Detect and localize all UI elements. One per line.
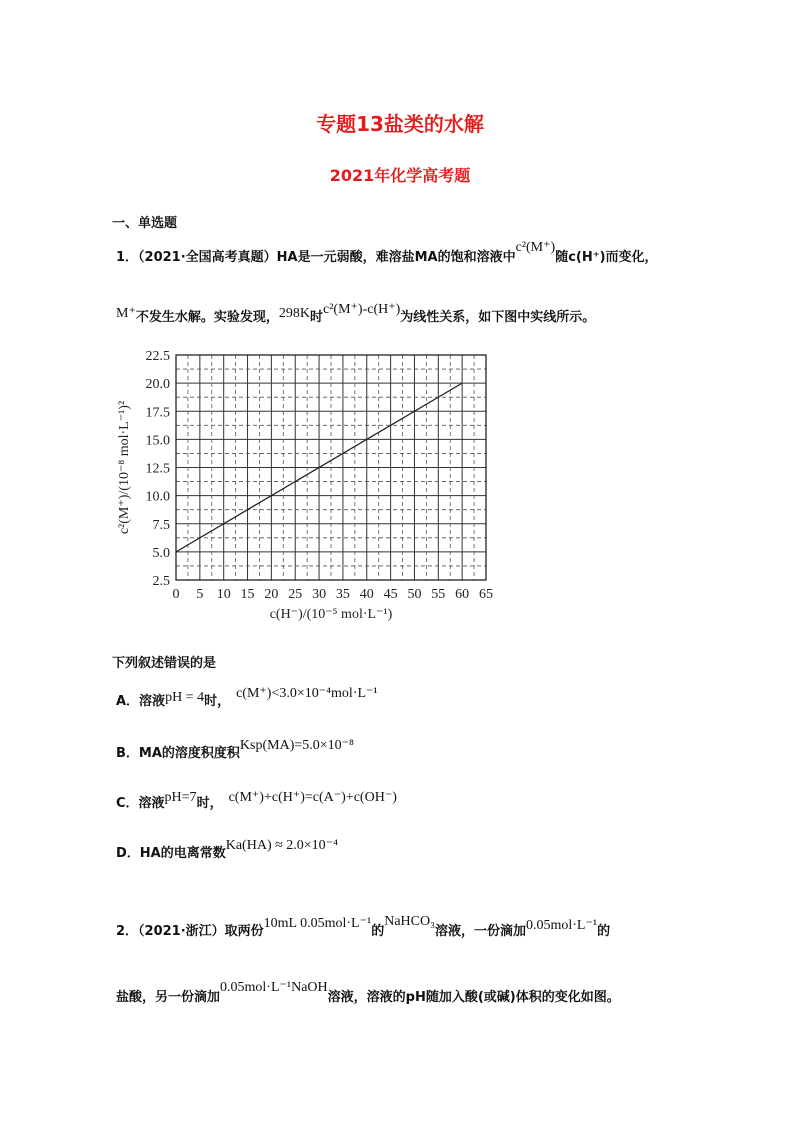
option-c-text2: 时，: [196, 796, 223, 811]
x-tick-label: 40: [359, 587, 374, 602]
option-c-formula: c(M⁺)+c(H⁺)=c(A⁻)+c(OH⁻): [228, 790, 397, 805]
x-tick-label: 35: [335, 587, 350, 602]
q2-line1-formula-volume: 10mL 0.05mol·L⁻¹: [263, 916, 372, 931]
x-tick-label: 65: [479, 587, 493, 602]
option-a-formula-ph: pH = 4: [165, 690, 205, 705]
y-tick-label: 5.0: [152, 545, 170, 561]
q1-line2-text-a: 不发生水解。实验发现，: [135, 310, 279, 325]
x-tick-label: 0: [172, 587, 180, 602]
x-tick-label: 30: [312, 587, 327, 602]
option-c-formula-ph: pH=7: [164, 790, 197, 805]
option-a-text2: 时，: [204, 694, 231, 709]
x-tick-label: 50: [407, 587, 422, 602]
option-b-text: B．MA的溶度积度积: [116, 746, 240, 761]
q1-option-b[interactable]: [116, 738, 354, 762]
x-tick-label: 55: [431, 587, 446, 602]
y-tick-label: 17.5: [145, 405, 170, 421]
option-d-formula: Ka(HA) ≈ 2.0×10⁻⁴: [225, 838, 338, 853]
y-tick-label: 10.0: [145, 489, 170, 505]
q2-line2-formula-base: 0.05mol·L⁻¹NaOH: [220, 980, 328, 995]
q1-prompt: 下列叙述错误的是: [112, 656, 217, 671]
y-tick-label: 2.5: [152, 574, 170, 589]
q2-line1-text-d: 的: [597, 924, 611, 939]
option-c-text: C．溶液: [116, 796, 165, 811]
q1-line1-formula: c²(M⁺): [515, 240, 556, 255]
q2-line1-text-c: 溶液，一份滴加: [434, 924, 526, 939]
y-tick-label: 20.0: [145, 377, 170, 393]
q2-line2: [116, 980, 620, 1006]
y-tick-label: 12.5: [145, 461, 170, 477]
option-a-formula: c(M⁺)<3.0×10⁻⁴mol·L⁻¹: [236, 686, 378, 701]
y-tick-label: 7.5: [152, 517, 170, 533]
q1-line2: [116, 302, 596, 326]
q2-line2-text-a: 盐酸，另一份滴加: [116, 990, 221, 1005]
x-tick-label: 10: [216, 587, 231, 602]
q1-line2-formula-temp: 298K: [278, 306, 310, 321]
q1-line1-text-a: 1．（2021·全国高考真题）HA是一元弱酸，难溶盐MA的饱和溶液中: [116, 250, 516, 265]
option-b-formula: Ksp(MA)=5.0×10⁻⁸: [239, 738, 354, 753]
q2-line2-text-b: 溶液，溶液的pH随加入酸(或碱)体积的变化如图。: [327, 990, 620, 1005]
x-tick-label: 20: [264, 587, 279, 602]
chart: [108, 340, 508, 630]
chart-grid: [176, 355, 486, 580]
q2-line1: [116, 914, 611, 940]
option-a-text: A．溶液: [116, 694, 166, 709]
q2-line1-text-b: 的: [371, 924, 385, 939]
q1-line1: [116, 240, 658, 266]
x-tick-label: 15: [240, 587, 255, 602]
page-title: 专题13盐类的水解: [316, 112, 484, 136]
q2-line1-formula-salt: NaHCO₃: [384, 914, 435, 929]
x-tick-label: 60: [455, 587, 470, 602]
q1-option-a[interactable]: [116, 686, 378, 710]
x-tick-label: 25: [288, 587, 303, 602]
q1-option-c[interactable]: [116, 792, 397, 812]
q1-line2-text-c: 为线性关系，如下图中实线所示。: [400, 310, 596, 325]
q1-line1-text-b: 随c(H⁺)而变化，: [555, 250, 658, 265]
x-tick-label: 45: [383, 587, 398, 602]
q1-option-d[interactable]: [116, 838, 338, 862]
q1-line2-formula-product: c²(M⁺)-c(H⁺): [323, 302, 401, 317]
option-d-text: D．HA的电离常数: [116, 846, 226, 861]
x-axis-label: c(H⁻)/(10⁻⁵ mol·L⁻¹): [269, 607, 393, 622]
y-tick-label: 15.0: [145, 433, 170, 449]
page-subtitle: 2021年化学高考题: [329, 166, 471, 185]
q1-line2-text-b: 时: [309, 310, 323, 325]
y-tick-label: 22.5: [145, 349, 170, 364]
y-axis-label: c²(M⁺)/(10⁻⁸ mol·L⁻¹)²: [117, 400, 132, 535]
q1-line2-formula-m: M⁺: [116, 306, 136, 321]
section-heading: 一、单选题: [112, 216, 178, 231]
q2-line1-formula-acid: 0.05mol·L⁻¹: [525, 918, 598, 933]
q2-line1-text-a: 2．（2021·浙江）取两份: [116, 924, 264, 939]
x-tick-label: 5: [196, 587, 204, 602]
